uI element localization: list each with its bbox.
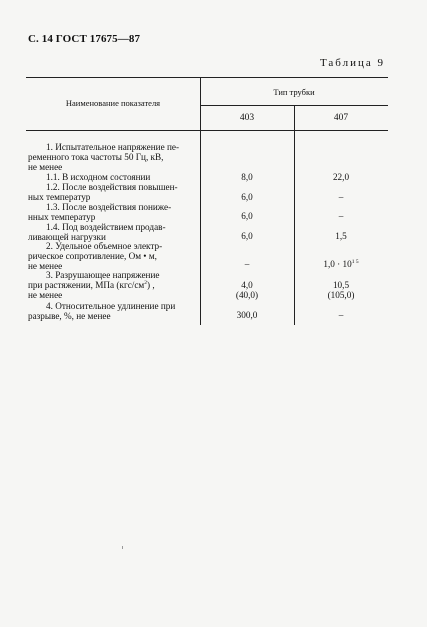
row-3-line-2-sup: 2 bbox=[144, 279, 147, 286]
row-3-value-407-kgf: (105,0) bbox=[327, 290, 355, 300]
row-3-value-403-kgf: (40,0) bbox=[235, 290, 259, 300]
row-3-line-2-tail: ) , bbox=[146, 280, 155, 290]
col-header-name: Наименование показателя bbox=[65, 98, 161, 108]
row-2-line-3: не менее bbox=[28, 261, 63, 271]
row-1-1-value-403: 8,0 bbox=[241, 172, 253, 182]
row-4-line-2: разрыве, %, не менее bbox=[28, 311, 111, 321]
table-caption: Таблица 9 bbox=[319, 57, 385, 69]
row-1-4-line-2: ливающей нагрузки bbox=[28, 232, 106, 242]
page-header: С. 14 ГОСТ 17675—87 bbox=[28, 33, 141, 45]
row-3-line-3: не менее bbox=[28, 290, 63, 300]
col-header-type: Тип трубки bbox=[273, 87, 315, 97]
row-1-line-3: не менее bbox=[28, 162, 63, 172]
row-2-value-407 bbox=[294, 259, 388, 269]
row-4-value-407: – bbox=[338, 310, 344, 320]
row-1-3-value-407: – bbox=[338, 211, 344, 221]
row-1-3-value-403: 6,0 bbox=[241, 211, 253, 221]
row-1-line-2: ременного тока частоты 50 Гц, кВ, bbox=[28, 152, 164, 162]
row-1-line-1: 1. Испытательное напряжение пе- bbox=[46, 142, 179, 152]
table-header-bottom-rule bbox=[26, 130, 388, 131]
row-4-line-1: 4. Относительное удлинение при bbox=[46, 301, 176, 311]
row-2-value-407-exponent: 1 5 bbox=[351, 258, 359, 265]
row-1-2-line-2: ных температур bbox=[28, 192, 91, 202]
row-1-1-value-407: 22,0 bbox=[332, 172, 350, 182]
row-1-1-line-1: 1.1. В исходном состоянии bbox=[46, 172, 151, 182]
scan-speck bbox=[122, 546, 123, 549]
row-2-line-1: 2. Удельное объемное электр- bbox=[46, 241, 163, 251]
col-header-403: 403 bbox=[239, 113, 255, 123]
row-1-2-value-403: 6,0 bbox=[241, 192, 253, 202]
row-2-value-407-mantissa: 1,0 · 10 bbox=[323, 259, 352, 269]
row-3-line-1: 3. Разрушающее напряжение bbox=[46, 270, 160, 280]
row-1-2-value-407: – bbox=[338, 192, 344, 202]
row-3-line-2-text: при растяжении, МПа (кгс/см bbox=[28, 280, 145, 290]
col-header-407: 407 bbox=[333, 113, 349, 123]
row-3-value-403: 4,0 bbox=[241, 280, 253, 290]
row-1-4-value-403: 6,0 bbox=[241, 231, 253, 241]
row-1-4-line-1: 1.4. Под воздействием продав- bbox=[46, 222, 166, 232]
row-1-4-value-407: 1,5 bbox=[335, 231, 347, 241]
row-4-value-403: 300,0 bbox=[236, 310, 258, 320]
row-1-3-line-1: 1.3. После воздействия пониже- bbox=[46, 202, 172, 212]
row-3-value-407: 10,5 bbox=[332, 280, 350, 290]
row-1-3-line-2: нных температур bbox=[28, 212, 96, 222]
row-2-line-2: рическое сопротивление, Ом • м, bbox=[28, 251, 157, 261]
table-top-rule bbox=[26, 77, 388, 78]
row-3-line-2 bbox=[28, 280, 155, 290]
row-2-value-403: – bbox=[244, 259, 250, 269]
row-1-2-line-1: 1.2. После воздействия повышен- bbox=[46, 182, 178, 192]
